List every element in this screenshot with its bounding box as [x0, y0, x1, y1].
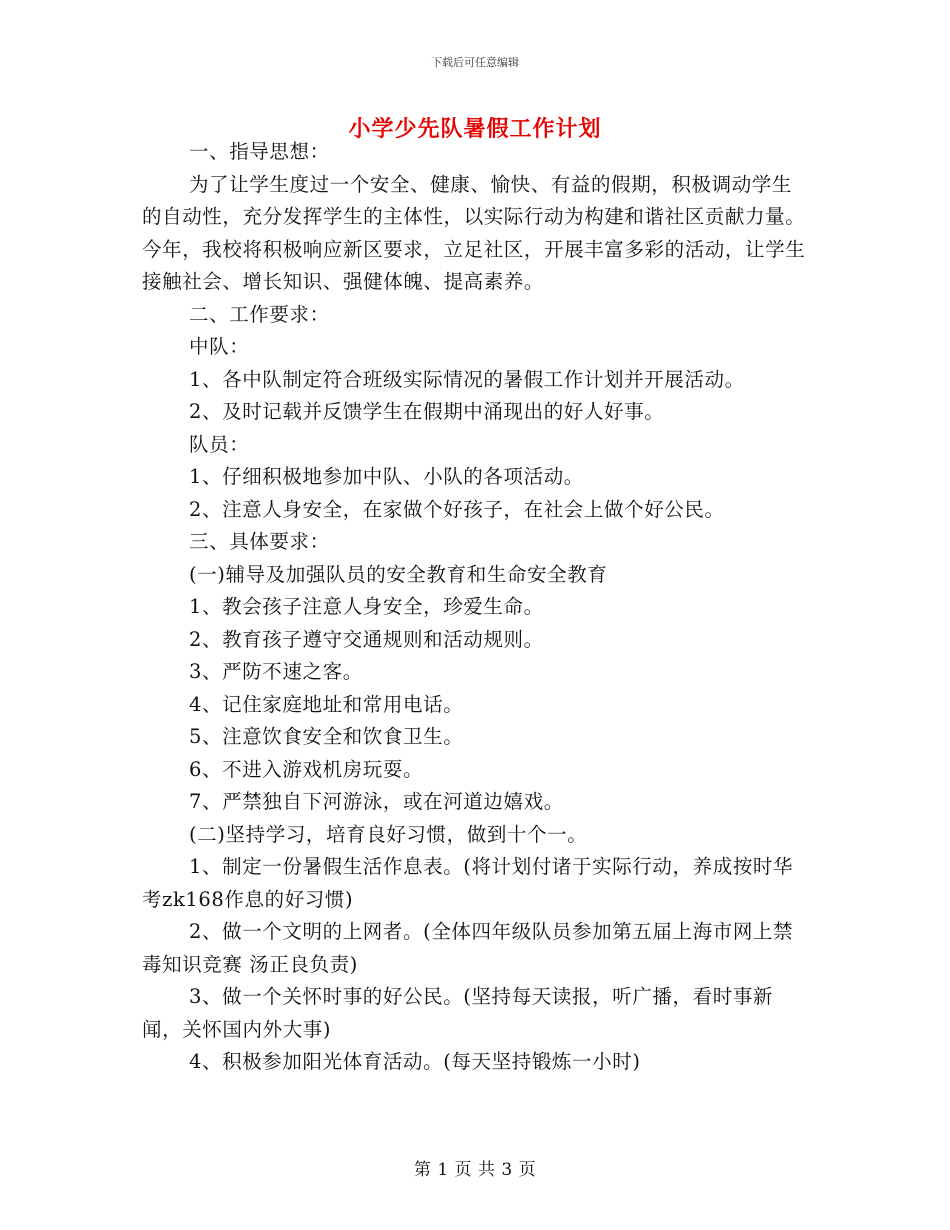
page-footer: 第 1 页 共 3 页 — [413, 1160, 537, 1180]
paragraph: 2、教育孩子遵守交通规则和活动规则。 — [189, 627, 544, 651]
paragraph: 3、做一个关怀时事的好公民。(坚持每天读报，听广播，看时事新闻，关怀国内外大事) — [142, 985, 774, 1041]
paragraph: 4、记住家庭地址和常用电话。 — [189, 692, 464, 716]
paragraph: 1、各中队制定符合班级实际情况的暑假工作计划并开展活动。 — [189, 367, 745, 391]
paragraph: 5、注意饮食安全和饮食卫生。 — [189, 725, 464, 748]
paragraph: 7、严禁独自下河游泳，或在河道边嬉戏。 — [189, 790, 564, 813]
paragraph: 1、仔细积极地参加中队、小队的各项活动。 — [189, 465, 584, 488]
paragraph: 2、注意人身安全，在家做个好孩子，在社会上做个好公民。 — [189, 497, 725, 521]
paragraph: 中队： — [189, 335, 250, 358]
paragraph: 为了让学生度过一个安全、健康、愉快、有益的假期，积极调动学生的自动性，充分发挥学生的主体性，以实际行动为构建和谐社区贡献力量。今年，我校将积极响应新区要求，立足社区，开展丰富多彩的活动，让学生接触社会、增长知识、强健体魄、提高素养。 — [142, 172, 806, 293]
paragraph: 二、工作要求： — [189, 302, 330, 326]
paragraph: 队员： — [189, 432, 250, 456]
document-title: 小学少先队暑假工作计划 — [348, 116, 602, 142]
paragraph: 2、及时记载并反馈学生在假期中涌现出的好人好事。 — [189, 400, 665, 423]
paragraph: 4、积极参加阳光体育活动。(每天坚持锻炼一小时) — [189, 1050, 641, 1073]
paragraph: 6、不进入游戏机房玩耍。 — [189, 757, 424, 781]
paragraph: 三、具体要求： — [189, 530, 330, 553]
paragraph: 2、做一个文明的上网者。(全体四年级队员参加第五届上海市网上禁毒知识竞赛 汤正良负责) — [142, 920, 794, 976]
document-body — [142, 136, 810, 1079]
paragraph: (一)辅导及加强队员的安全教育和生命安全教育 — [189, 562, 608, 586]
paragraph: 1、制定一份暑假生活作息表。(将计划付诸于实际行动，养成按时华考zk168作息的好习惯) — [142, 855, 794, 911]
paragraph: 一、指导思想： — [189, 140, 330, 163]
paragraph: 3、严防不速之客。 — [189, 660, 363, 683]
header-note: 下载后可任意编辑 — [431, 56, 519, 69]
paragraph: 1、教会孩子注意人身安全，珍爱生命。 — [189, 595, 544, 618]
paragraph: (二)坚持学习，培育良好习惯，做到十个一。 — [189, 822, 588, 846]
